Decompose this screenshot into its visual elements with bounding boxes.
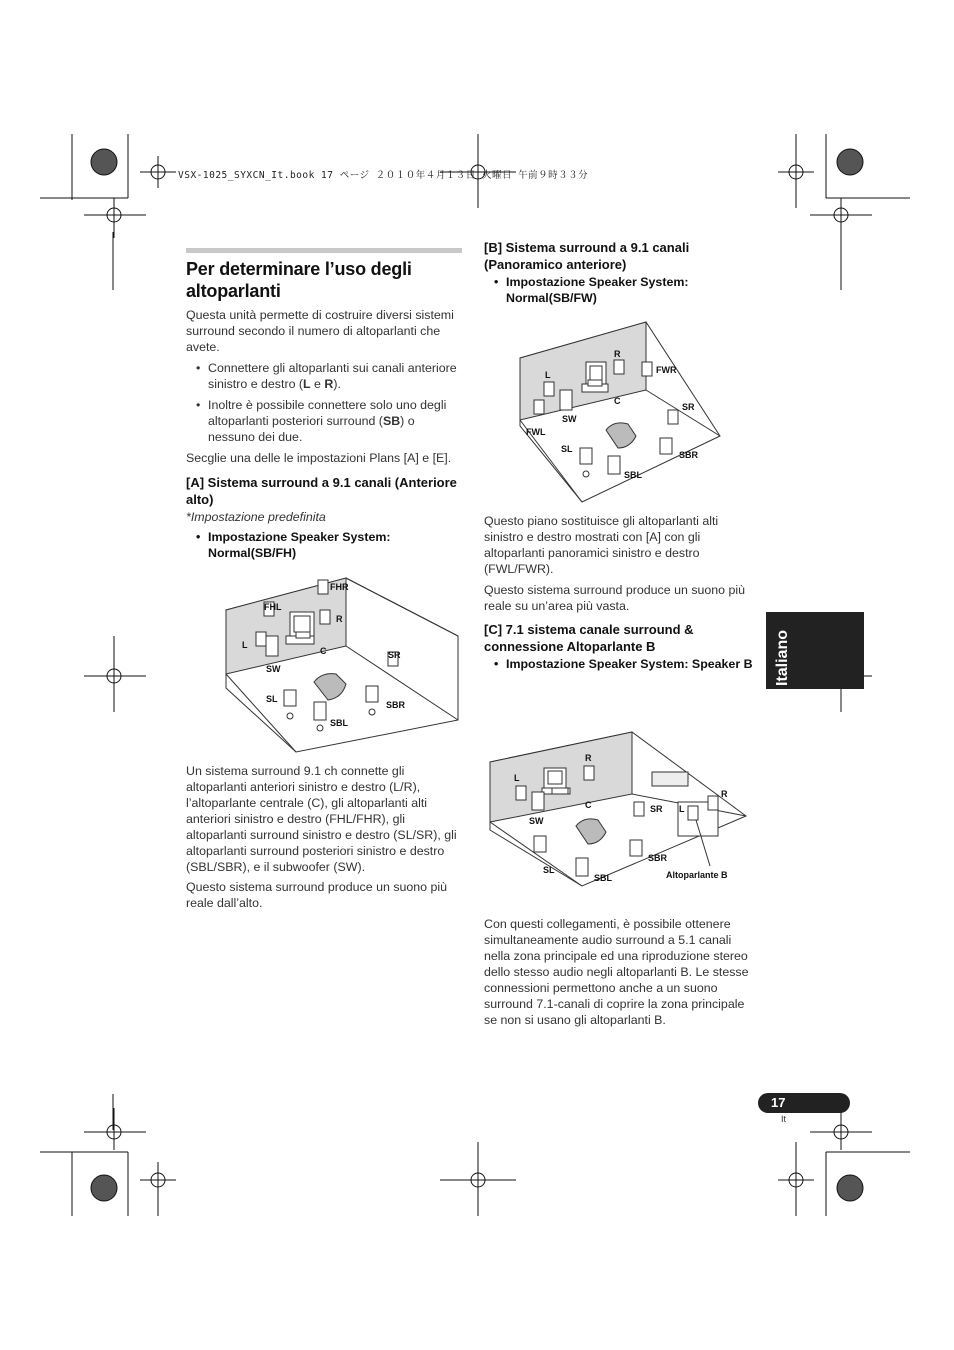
- section-b-setting: • Impostazione Speaker System: Normal(SB/FW): [484, 274, 760, 306]
- label-sw: SW: [529, 816, 544, 826]
- section-a-setting: • Impostazione Speaker System: Normal(SB/FH): [186, 529, 462, 561]
- language-side-tab: [766, 612, 864, 689]
- label-c: C: [585, 800, 592, 810]
- label-c: C: [320, 646, 327, 656]
- page-title: Per determinare l’uso degli altoparlanti: [186, 259, 412, 301]
- right-column: [484, 239, 760, 306]
- label-fwl: FWL: [526, 427, 546, 437]
- label-sbr: SBR: [386, 700, 406, 710]
- label-l: L: [545, 370, 551, 380]
- label-sr: SR: [682, 402, 695, 412]
- section-c-title: [C] 7.1 sistema canale surround & connessione Altoparlante B: [484, 622, 694, 654]
- label-sbl: SBL: [594, 873, 612, 883]
- label-r: R: [336, 614, 343, 624]
- label-l: L: [514, 773, 520, 783]
- section-c-paragraph: Con questi collegamenti, è possibile ottenere simultaneamente audio surround a 5.1 canali nella zona principale ed una riproduzione stereo dello stesso audio negli altoparlanti B. Le stesse connessioni permettono anche a un suono surround 7.1-canali di coprire la zona principale se non si usano gli altoparlanti B.: [484, 917, 749, 1027]
- section-c-setting: • Impostazione Speaker System: Speaker B: [484, 656, 760, 672]
- label-sbl: SBL: [330, 718, 348, 728]
- label-sl: SL: [543, 865, 555, 875]
- label-sl: SL: [561, 444, 573, 454]
- left-column: [186, 248, 462, 561]
- bullet-surround-back: • Inoltre è possibile connettere solo uno degli altoparlanti posteriori surround (SB) o nessuno dei due.: [186, 397, 462, 445]
- label-fhl: FHL: [264, 602, 282, 612]
- plans-paragraph: Secglie una delle le impostazioni Plans [A] e [E].: [186, 451, 452, 465]
- section-rule: [186, 248, 462, 253]
- section-a-summary: Questo sistema surround produce un suono più reale dall’alto.: [186, 880, 448, 910]
- label-sr: SR: [650, 804, 663, 814]
- bullet-front-speakers: • Connettere gli altoparlanti sui canali anteriore sinistro e destro (L e R).: [186, 360, 462, 392]
- default-setting-note: *Impostazione predefinita: [186, 510, 326, 524]
- right-column-mid: [484, 513, 760, 672]
- page-number-badge: [758, 1093, 850, 1113]
- label-speaker-b: Altoparlante B: [666, 870, 728, 880]
- language-tab-label: Italiano: [774, 629, 791, 686]
- section-b-paragraph-2: Questo sistema surround produce un suono più reale su un’area più vasta.: [484, 583, 746, 613]
- label-r: R: [585, 753, 592, 763]
- speaker-diagram-a: [222, 570, 466, 754]
- label-speaker-b-r: R: [721, 789, 728, 799]
- label-sbr: SBR: [648, 853, 668, 863]
- section-a-description: Un sistema surround 9.1 ch connette gli altoparlanti anteriori sinistro e destro (L/R), l’altoparlante centrale (C), gli altoparlanti alti anteriori sinistro e destro (FHL/FHR), gli altoparlanti surround sinistro e destro (SL/SR), gli altoparlanti surround posteriori sinistro e destro (SBL/SBR), e il subwoofer (SW).: [186, 764, 457, 874]
- label-l: L: [242, 640, 248, 650]
- label-sbr: SBR: [679, 450, 699, 460]
- section-b-paragraph-1: Questo piano sostituisce gli altoparlanti alti sinistro e destro mostrati con [A] con gli altoparlanti panoramici sinistro e destro (FWL/FWR).: [484, 514, 719, 576]
- label-r: R: [614, 349, 621, 359]
- left-column-lower: [186, 763, 462, 911]
- label-c: C: [614, 396, 621, 406]
- right-column-lower: [484, 916, 760, 1028]
- page-number: 17: [771, 1095, 786, 1110]
- section-b-title: [B] Sistema surround a 9.1 canali (Panoramico anteriore): [484, 240, 690, 272]
- label-sw: SW: [266, 664, 281, 674]
- label-speaker-b-l: L: [679, 804, 685, 814]
- label-sbl: SBL: [624, 470, 642, 480]
- page-language-code: It: [781, 1114, 787, 1124]
- speaker-diagram-b: [518, 320, 724, 504]
- label-fhr: FHR: [330, 582, 349, 592]
- label-sl: SL: [266, 694, 278, 704]
- intro-paragraph: Questa unità permette di costruire diversi sistemi surround secondo il numero di altoparlanti che avete.: [186, 308, 454, 354]
- section-a-title: [A] Sistema surround a 9.1 canali (Anteriore alto): [186, 475, 457, 507]
- label-sw: SW: [562, 414, 577, 424]
- speaker-diagram-c: [488, 730, 750, 890]
- label-sr: SR: [388, 650, 401, 660]
- print-header-line: VSX-1025_SYXCN_It.book 17 ページ ２０１０年４月１３日 火曜日 午前９時３３分: [178, 170, 589, 181]
- label-fwr: FWR: [656, 365, 677, 375]
